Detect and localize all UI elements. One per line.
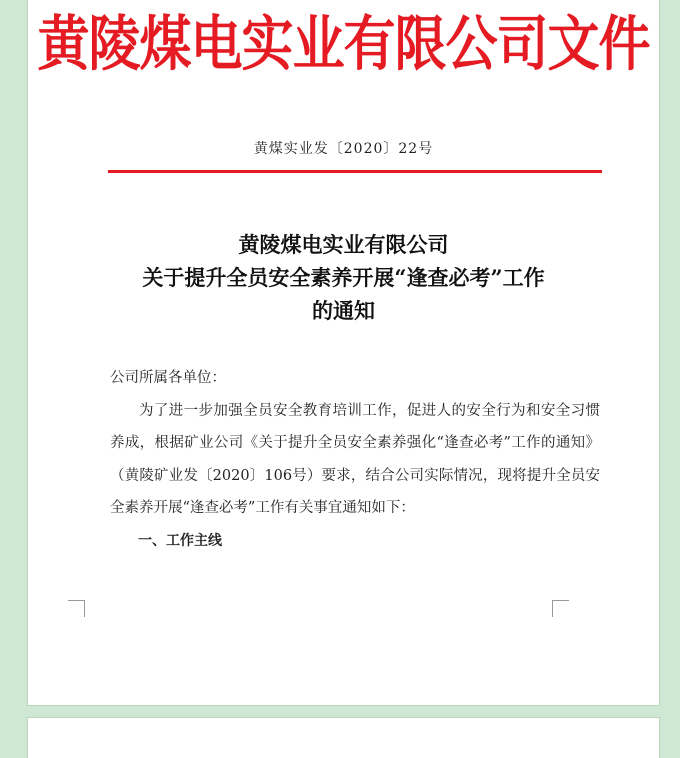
title-line-3: 的通知 (312, 298, 375, 323)
document-masthead: 黄陵煤电实业有限公司文件 (37, 10, 650, 80)
body-paragraph: 为了进一步加强全员安全教育培训工作，促进人的安全行为和安全习惯养成，根据矿业公司《关于提升全员安全素养强化“逢查必考”工作的通知》（黄陵矿业发〔2020〕106号）要求，结合公司实际情况，现将提升全员安全素养开展“逢查必考”工作有关事宜通知如下： (110, 402, 600, 516)
section-heading: 一、工作主线 (138, 532, 222, 549)
red-separator-line (108, 170, 602, 173)
document-number: 黄煤实业发〔2020〕22号 (253, 141, 434, 157)
notice-title (28, 228, 659, 327)
title-line-1: 黄陵煤电实业有限公司 (238, 232, 449, 257)
next-page (28, 718, 659, 758)
page-corner-mark-right (552, 600, 569, 617)
notice-body (110, 362, 600, 557)
title-line-2: 关于提升全员安全素养开展“逢查必考”工作 (142, 265, 545, 290)
salutation: 公司所属各单位： (110, 370, 226, 386)
page-corner-mark-left (68, 600, 85, 617)
